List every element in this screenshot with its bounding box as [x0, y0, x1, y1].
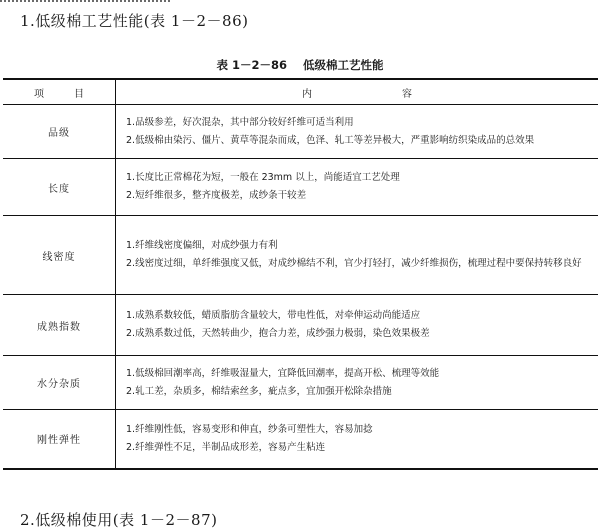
content-line: 1.低级棉回潮率高，纤维吸湿量大，宜降低回潮率，提高开松、梳理等效能	[126, 367, 440, 379]
row-item-grade: 品级	[3, 105, 116, 159]
content-line: 2.轧工差，杂质多，棉结索丝多，疵点多，宜加强开松除杂措施	[126, 385, 392, 397]
row-content	[116, 159, 599, 216]
row-item-moisture-impurity: 水分杂质	[3, 356, 116, 410]
table-row	[3, 356, 598, 410]
row-item-maturity: 成熟指数	[3, 295, 116, 356]
row-item-length: 长度	[3, 159, 116, 216]
section-1-heading: 1.低级棉工艺性能(表 1－2－86)	[20, 12, 249, 30]
header-item: 项目	[3, 79, 116, 105]
content-line: 2.短纤维很多，整齐度极差，成纱条干较差	[126, 190, 307, 201]
spec-table	[3, 78, 598, 470]
table-number: 表 1－2－86	[216, 58, 287, 72]
content-line: 1.长度比正常棉花为短，一般在 23mm 以上，尚能适宜工艺处理	[126, 172, 400, 183]
section-2-heading: 2.低级棉使用(表 1－2－87)	[20, 511, 218, 529]
row-item-rigidity-elasticity: 刚性弹性	[3, 410, 116, 469]
table-row	[3, 295, 598, 356]
table-row	[3, 410, 598, 469]
table-title: 低级棉工艺性能	[303, 58, 384, 72]
content-line: 1.纤维线密度偏细，对成纱强力有利	[126, 240, 278, 251]
content-line: 2.线密度过细，单纤维强度又低，对成纱棉结不利，官少打轻打，减少纤维损伤，梳理过程中要保持转移良好	[126, 258, 582, 269]
content-line: 1.成熟系数较低，蜡质脂肪含量较大，带电性低，对牵伸运动尚能适应	[126, 310, 421, 321]
content-line: 2.成熟系数过低，天然转曲少，抱合力差，成纱强力极弱，染色效果极差	[126, 328, 430, 339]
content-line: 2.纤维弹性不足，半制品成形差，容易产生粘连	[126, 441, 326, 453]
content-line: 1.品级参差，好次混杂，其中部分较好纤维可适当利用	[126, 116, 354, 128]
content-line: 2.低级棉由染污、僵片、黄草等混杂而成，色泽、轧工等差异极大，严重影响纺织染成品的总效果	[126, 134, 535, 146]
row-content	[116, 356, 599, 410]
row-content	[116, 410, 599, 469]
table-row	[3, 159, 598, 216]
row-content	[116, 105, 599, 159]
table-header-row	[3, 79, 598, 105]
row-content	[116, 216, 599, 295]
cropped-text-line	[0, 0, 170, 8]
row-item-linear-density: 线密度	[3, 216, 116, 295]
header-content: 内容	[116, 79, 599, 105]
row-content	[116, 295, 599, 356]
content-line: 1.纤维刚性低，容易变形和伸直，纱条可塑性大，容易加捻	[126, 423, 373, 435]
table-row	[3, 216, 598, 295]
table-caption	[0, 57, 600, 73]
table-row	[3, 105, 598, 159]
